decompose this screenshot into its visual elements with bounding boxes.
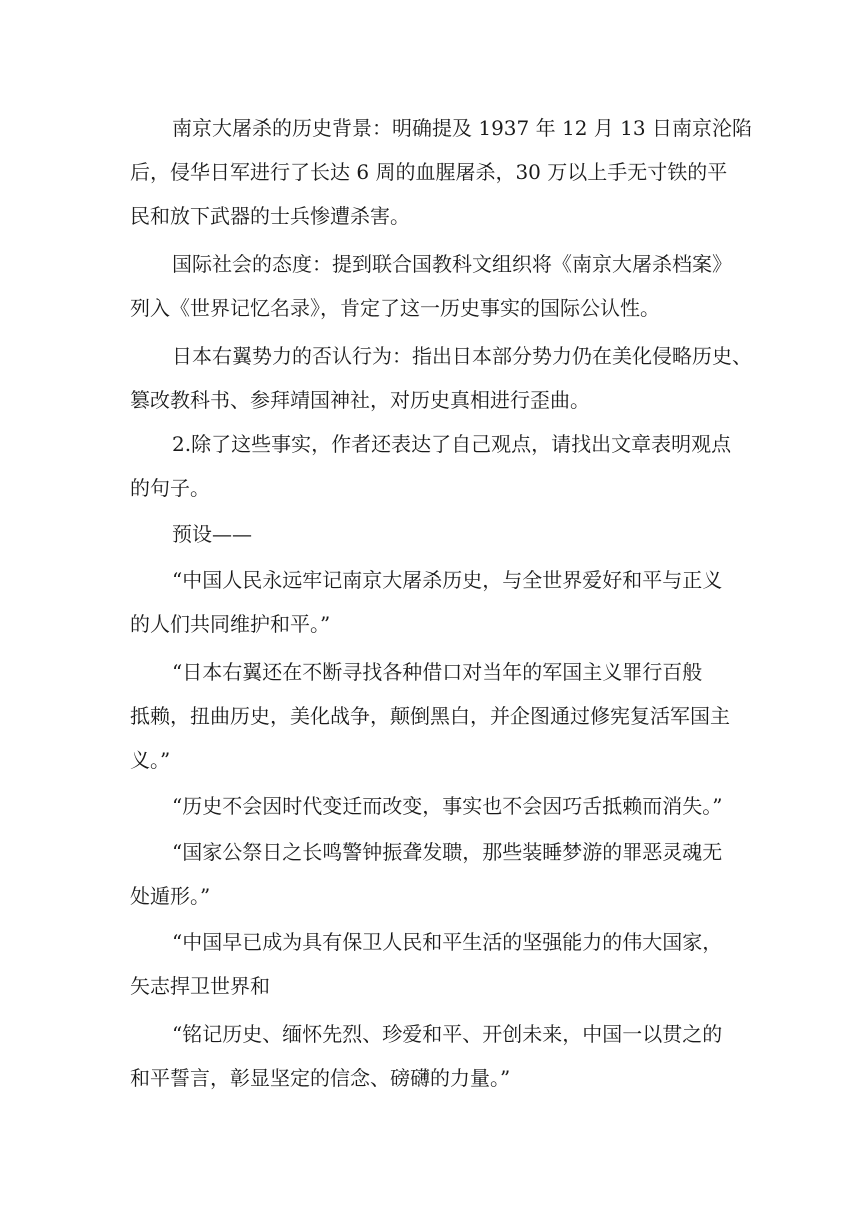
quote-line: “国家公祭日之长鸣警钟振聋发聩，那些装睡梦游的罪恶灵魂无 — [172, 840, 723, 864]
question-line: 2.除了这些事实，作者还表达了自己观点，请找出文章表明观点 — [172, 432, 732, 456]
text-line: 日本右翼势力的否认行为：指出日本部分势力仍在美化侵略历史、 — [172, 344, 752, 368]
quote-line: “日本右翼还在不断寻找各种借口对当年的军国主义罪行百般 — [172, 660, 703, 684]
quote-line: 的人们共同维护和平。” — [130, 612, 331, 636]
text-line: 后，侵华日军进行了长达 6 周的血腥屠杀，30 万以上手无寸铁的平 — [130, 160, 728, 184]
question-line: 的句子。 — [130, 476, 210, 500]
answer-heading: 预设—— — [172, 522, 252, 546]
text-line: 南京大屠杀的历史背景：明确提及 1937 年 12 月 13 日南京沦陷 — [172, 116, 752, 140]
text-line: 篡改教科书、参拜靖国神社，对历史真相进行歪曲。 — [130, 388, 590, 412]
quote-line: 矢志捍卫世界和 — [130, 974, 270, 998]
text-line: 国际社会的态度：提到联合国教科文组织将《南京大屠杀档案》 — [172, 252, 732, 276]
text-line: 民和放下武器的士兵惨遭杀害。 — [130, 204, 410, 228]
quote-line: 义。” — [130, 748, 171, 772]
quote-line: 处遁形。” — [130, 884, 211, 908]
quote-line: “中国人民永远牢记南京大屠杀历史，与全世界爱好和平与正义 — [172, 568, 723, 592]
quote-line: “中国早已成为具有保卫人民和平生活的坚强能力的伟大国家， — [172, 930, 723, 954]
quote-line: 和平誓言，彰显坚定的信念、磅礴的力量。” — [130, 1066, 511, 1090]
quote-line: 抵赖，扭曲历史，美化战争，颠倒黑白，并企图通过修宪复活军国主 — [130, 704, 730, 728]
quote-line: “历史不会因时代变迁而改变，事实也不会因巧舌抵赖而消失。” — [172, 794, 723, 818]
quote-line: “铭记历史、缅怀先烈、珍爱和平、开创未来，中国一以贯之的 — [172, 1022, 723, 1046]
text-line: 列入《世界记忆名录》，肯定了这一历史事实的国际公认性。 — [130, 296, 660, 320]
